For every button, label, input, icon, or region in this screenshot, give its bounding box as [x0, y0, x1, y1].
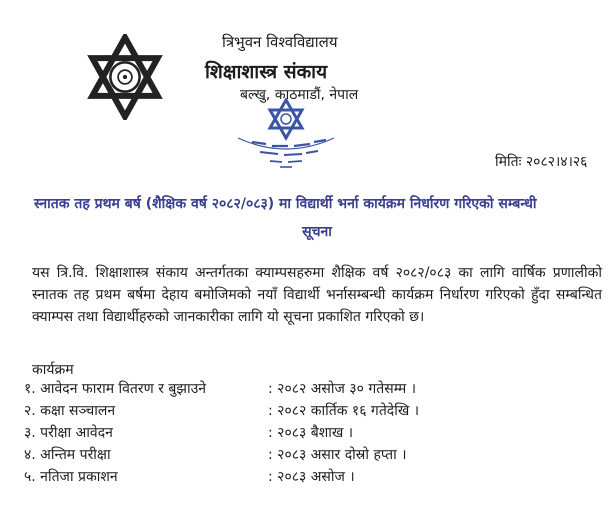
programme-item-date: : २०८३ बैशाख । [268, 425, 354, 441]
programme-item-label: ४. अन्तिम परीक्षा [24, 447, 111, 463]
list-item [24, 466, 584, 488]
programme-item-date: : २०८३ असोज । [268, 469, 355, 485]
office-seal-icon [230, 98, 342, 170]
list-item [24, 400, 584, 422]
list-item [24, 444, 584, 466]
office-address: बल्खु, काठमाडौं, नेपाल [240, 87, 359, 103]
programme-item-date: : २०८२ कार्तिक १६ गतेदेखि । [268, 403, 420, 419]
list-item [24, 378, 584, 400]
university-emblem-icon [82, 34, 168, 120]
notice-title-line-1: स्नातक तह प्रथम बर्ष (शैक्षिक वर्ष २०८२/०८३) मा विद्यार्थी भर्ना कार्यक्रम निर्धारण गरिएको सम्बन्धी [34, 196, 537, 212]
notice-body: यस त्रि.वि. शिक्षाशास्त्र संकाय अन्तर्गतका क्याम्पसहरुमा शैक्षिक वर्ष २०८२/०८३ का लागि वार्षिक प्रणालीको स्नातक तह प्रथम बर्षमा देहाय बमोजिमको नयाँ विद्यार्थी भर्नासम्बन्धी कार्यक्रम निर्धारण गरिएको हुँदा सम्बन्धित क्याम्पस तथा विद्यार्थीहरुको जानकारीका लागि यो सूचना प्रकाशित गरिएको छ। [32, 265, 602, 325]
programme-item-label: २. कक्षा सञ्चालन [24, 403, 116, 419]
programme-list [24, 378, 584, 488]
notice-title-line-2: सूचना [302, 224, 332, 240]
list-item [24, 422, 584, 444]
programme-item-label: ५. नतिजा प्रकाशन [24, 469, 118, 485]
issue-date: मितिः २०८२।४।२६ [495, 154, 588, 170]
programme-title: कार्यक्रम [32, 362, 74, 378]
faculty-name: शिक्षाशास्त्र संकाय [205, 61, 328, 83]
programme-item-label: ३. परीक्षा आवेदन [24, 425, 113, 441]
programme-item-date: : २०८३ असार दोस्रो हप्ता । [268, 447, 407, 463]
programme-item-date: : २०८२ असोज ३० गतेसम्म । [268, 381, 417, 397]
programme-item-label: १. आवेदन फाराम वितरण र बुझाउने [24, 381, 207, 397]
notice-title [34, 190, 600, 246]
university-name: त्रिभुवन विश्वविद्यालय [222, 33, 338, 51]
